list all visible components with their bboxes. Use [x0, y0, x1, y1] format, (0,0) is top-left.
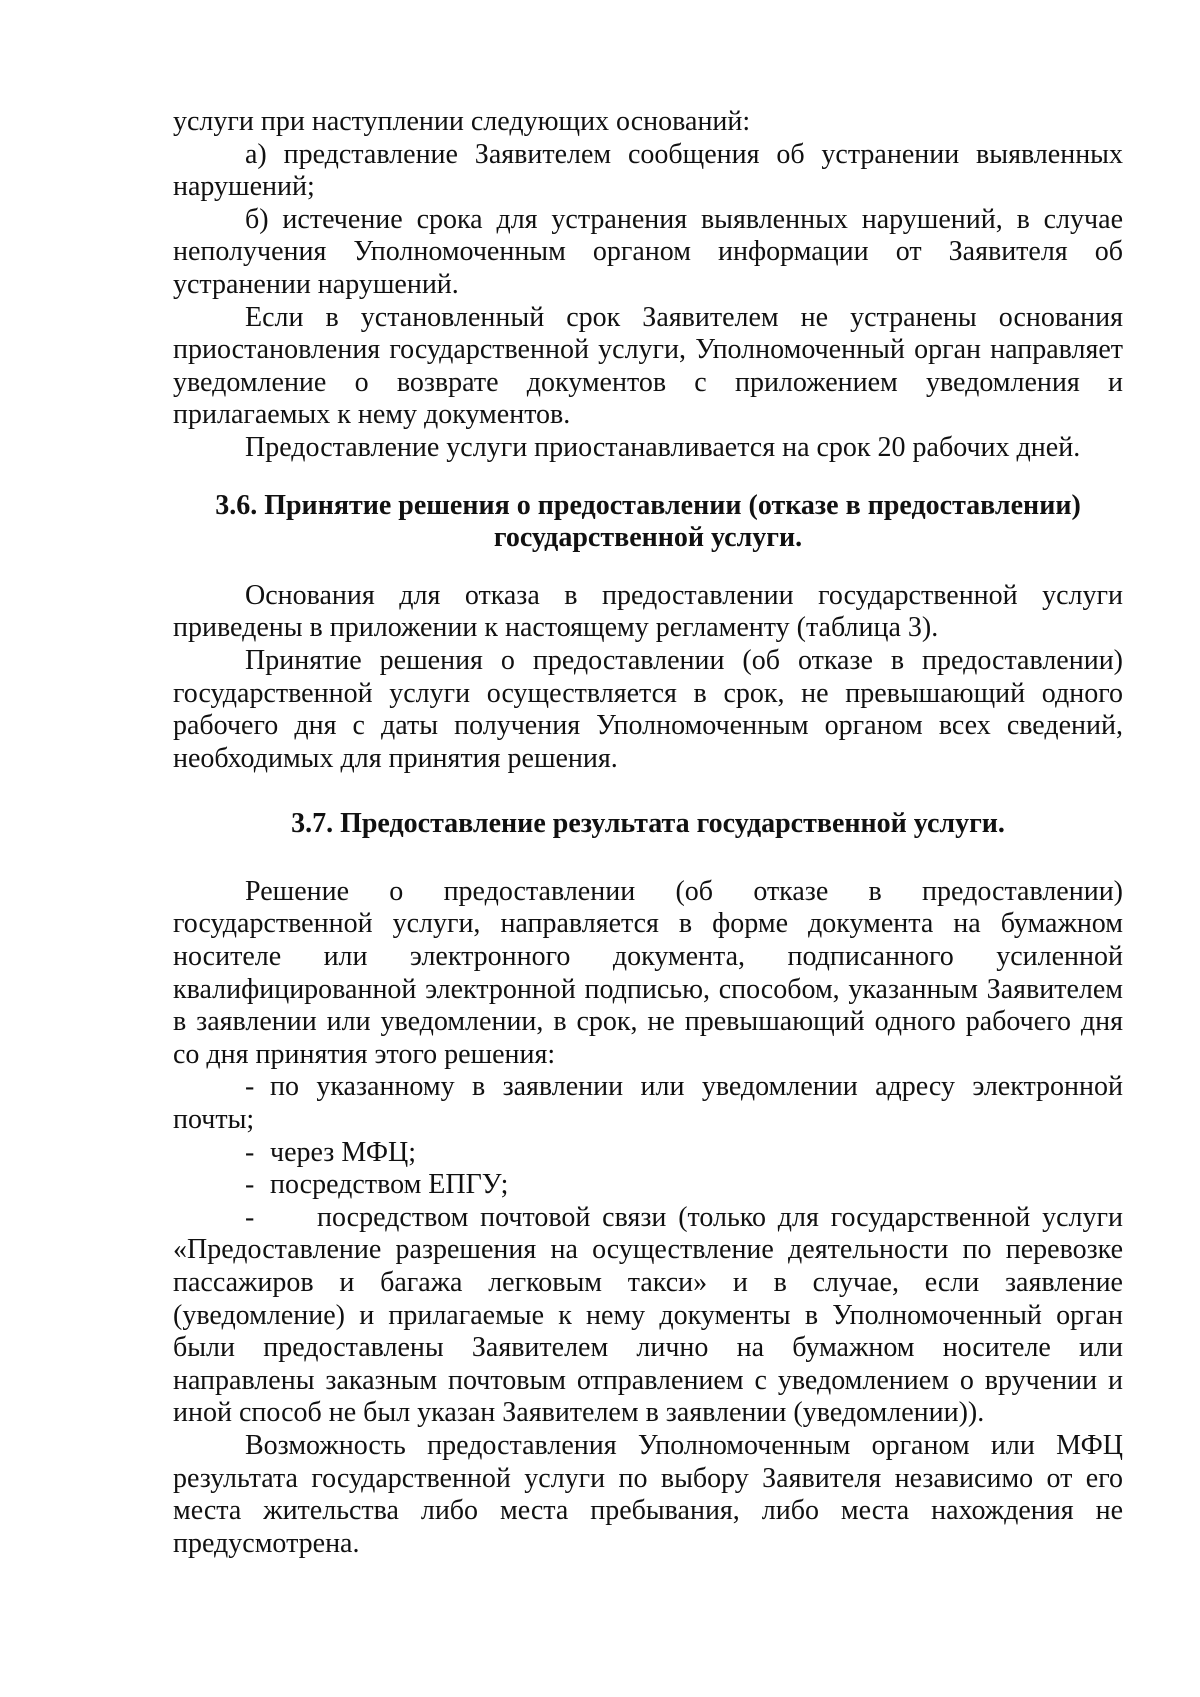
section-3-6-paragraph-1: Основания для отказа в предоставлении государственной услуги приведены в приложении к настоящему регламенту (таблица 3). — [173, 579, 1123, 644]
section-3-7-heading: 3.7. Предоставление результата государственной услуги. — [291, 808, 1005, 840]
document-page — [173, 106, 1123, 1560]
bullet-epgu — [173, 1169, 1123, 1202]
dash-marker: - — [245, 1169, 255, 1201]
section-3-6-heading — [173, 490, 1123, 555]
return-documents-paragraph: Если в установленный срок Заявителем не устранены основания приостановления государственной услуги, Уполномоченный орган направляет уведомление о возврате документов с приложением уведомления и прилагаемых к нему документов. — [173, 301, 1123, 431]
bullet-mfc — [173, 1137, 1123, 1170]
dash-marker: - — [245, 1201, 255, 1233]
dash-marker: - — [245, 1136, 255, 1168]
dash-marker: - — [245, 1071, 255, 1103]
section-3-6-paragraph-2: Принятие решения о предоставлении (об отказе в предоставлении) государственной услуги осуществляется в срок, не превышающий одного рабочего дня с даты получения Уполномоченным органом всех сведений, необходимых для принятия решения. — [173, 644, 1123, 774]
continuation-text: услуги при наступлении следующих оснований: — [173, 106, 751, 137]
section-3-6-heading-line-1: 3.6. Принятие решения о предоставлении (отказе в предоставлении) — [215, 489, 1081, 521]
bullet-email-text: по указанному в заявлении или уведомлении адресу электронной почты; — [173, 1071, 1123, 1136]
list-item-a: а) представление Заявителем сообщения об устранении выявленных нарушений; — [173, 138, 1123, 203]
section-3-6-heading-line-2: государственной услуги. — [493, 522, 803, 554]
bullet-postal-text: посредством почтовой связи (только для государственной услуги «Предоставление разрешения на осуществление деятельности по перевозке пассажиров и багажа легковым такси» и в случае, если заявление (уведомление) и прилагаемые к нему документы в Уполномоченный орган были предоставлены Заявителем лично на бумажном носителе или направлены заказным почтовым отправлением с уведомлением о вручении и иной способ не был указан Заявителем в заявлении (уведомлении)). — [173, 1201, 1123, 1429]
bullet-email — [173, 1071, 1123, 1136]
section-3-7-paragraph-2: Возможность предоставления Уполномоченным органом или МФЦ результата государственной услуги по выбору Заявителя независимо от его места жительства либо места пребывания, либо места нахождения не предусмотрена. — [173, 1429, 1123, 1559]
section-3-7-paragraph-1: Решение о предоставлении (об отказе в предоставлении) государственной услуги, направляется в форме документа на бумажном носителе или электронного документа, подписанного усиленной квалифицированной электронной подписью, способом, указанным Заявителем в заявлении или уведомлении, в срок, не превышающий одного рабочего дня со дня принятия этого решения: — [173, 875, 1123, 1070]
bullet-epgu-text: посредством ЕПГУ; — [270, 1169, 509, 1201]
bullet-postal — [173, 1202, 1123, 1430]
list-item-b: б) истечение срока для устранения выявленных нарушений, в случае неполучения Уполномоченным органом информации от Заявителя об устранении нарушений. — [173, 203, 1123, 300]
suspension-paragraph: Предоставление услуги приостанавливается на срок 20 рабочих дней. — [245, 431, 1081, 463]
bullet-mfc-text: через МФЦ; — [270, 1136, 416, 1168]
